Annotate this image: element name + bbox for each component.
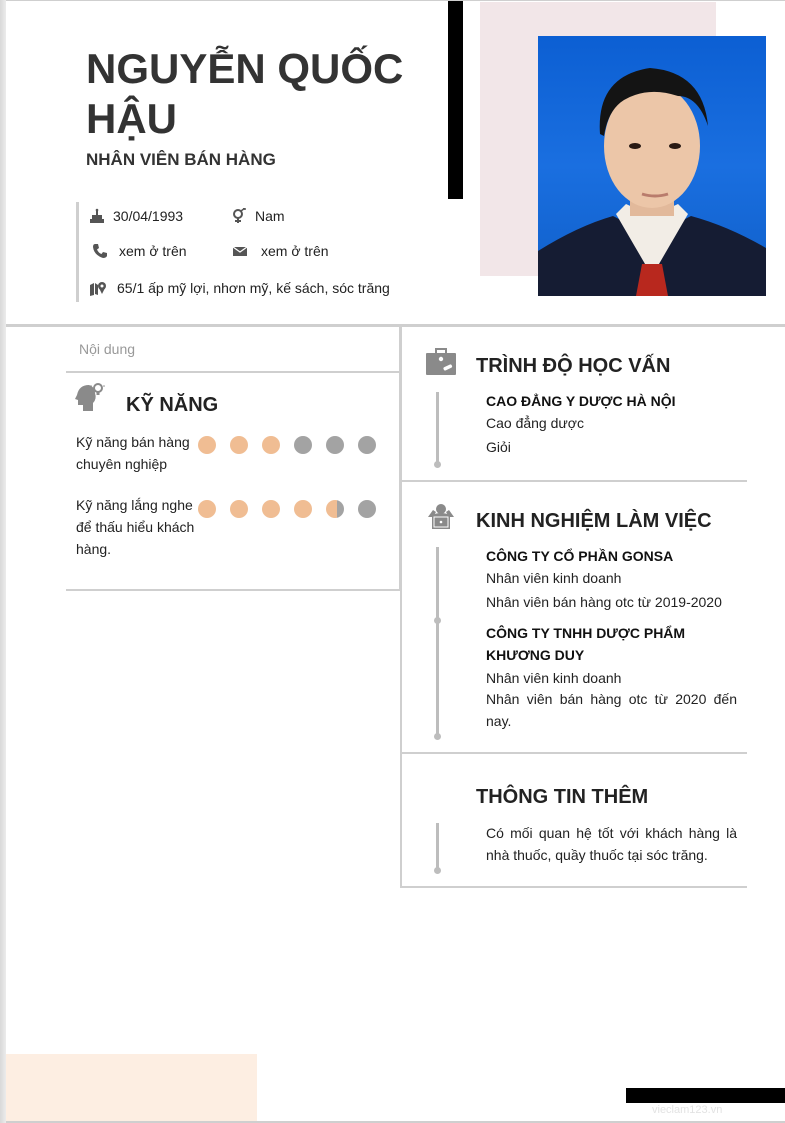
phone-value: xem ở trên (119, 243, 187, 259)
page-edge-shadow (0, 0, 6, 1123)
portrait-image (538, 36, 766, 296)
content-placeholder[interactable]: Nội dung (79, 341, 136, 357)
rating-dot-filled (230, 500, 248, 518)
skill-name: Kỹ năng bán hàng chuyên nghiệp (76, 434, 190, 472)
mail-icon (232, 243, 248, 259)
rating-dot-filled (262, 436, 280, 454)
job-position: Nhân viên kinh doanh (486, 670, 622, 686)
job-description: Nhân viên bán hàng otc từ 2019-2020 (486, 594, 722, 610)
map-pin-icon (89, 280, 105, 296)
info-phone (92, 243, 187, 259)
company-name: CÔNG TY TNHH DƯỢC PHẨM KHƯƠNG DUY (486, 625, 686, 663)
phone-icon (92, 243, 108, 259)
school-name: CAO ĐẲNG Y DƯỢC HÀ NỘI (486, 393, 676, 409)
header-divider (6, 324, 785, 327)
additional-timeline (436, 823, 439, 870)
gender-value: Nam (255, 208, 285, 224)
additional-border (400, 754, 402, 887)
skills-title: KỸ NĂNG (126, 394, 219, 416)
job-title: NHÂN VIÊN BÁN HÀNG (86, 150, 276, 169)
rating-dot-filled (294, 500, 312, 518)
address-value: 65/1 ấp mỹ lợi, nhơn mỹ, kế sách, sóc trăng (117, 280, 390, 296)
rating-dot-filled (230, 436, 248, 454)
birthday-value: 30/04/1993 (113, 208, 184, 224)
rating-dot-filled (262, 500, 280, 518)
page-top-border (6, 0, 785, 1)
info-accent-bar (76, 202, 79, 302)
additional-title: THÔNG TIN THÊM (476, 786, 649, 808)
profile-photo (538, 36, 766, 296)
decorative-peach-block (6, 1054, 257, 1121)
education-title: TRÌNH ĐỘ HỌC VẤN (476, 355, 671, 377)
rating-dot-filled (198, 436, 216, 454)
grade: Giỏi (486, 439, 511, 455)
person-laptop-icon (425, 501, 457, 531)
rating-dot-empty (294, 436, 312, 454)
watermark: vieclam123.vn (652, 1104, 723, 1116)
rating-dot-filled (198, 500, 216, 518)
left-bottom-divider (66, 589, 400, 591)
head-lightbulb-icon (75, 381, 107, 411)
skill-rating (198, 436, 376, 454)
gender-icon (231, 208, 247, 224)
experience-title: KINH NGHIỆM LÀM VIỆC (476, 510, 712, 532)
info-birthday (89, 208, 183, 224)
skill-name: Kỹ năng lắng nghe để thấu hiểu khách hàng. (76, 497, 195, 557)
experience-timeline (436, 547, 439, 736)
email-value: xem ở trên (261, 243, 329, 259)
education-divider (400, 480, 747, 482)
skill-rating (198, 500, 376, 518)
additional-divider (400, 886, 747, 888)
briefcase-icon (425, 347, 457, 377)
experience-border (400, 482, 402, 754)
education-border (400, 327, 402, 481)
decorative-black-bar (448, 1, 463, 199)
cake-icon (89, 208, 105, 224)
education-timeline (436, 392, 439, 464)
major: Cao đẳng dược (486, 415, 584, 431)
candidate-name: NGUYỄN QUỐC HẬU (86, 45, 404, 142)
additional-text: Có mối quan hệ tốt với khách hàng là nhà thuốc, quầy thuốc tại sóc trăng. (486, 825, 737, 863)
company-name: CÔNG TY CỔ PHẦN GONSA (486, 548, 674, 564)
rating-dot-partial (326, 500, 344, 518)
rating-dot-empty (358, 500, 376, 518)
decorative-black-bar-bottom (626, 1088, 785, 1103)
job-position: Nhân viên kinh doanh (486, 570, 622, 586)
rating-dot-empty (326, 436, 344, 454)
info-email (232, 243, 329, 259)
left-divider (66, 371, 400, 373)
info-address (89, 280, 390, 296)
rating-dot-empty (358, 436, 376, 454)
info-gender (231, 208, 285, 224)
timeline-node (434, 617, 441, 624)
experience-divider (400, 752, 747, 754)
job-description: Nhân viên bán hàng otc từ 2020 đến nay. (486, 691, 737, 729)
